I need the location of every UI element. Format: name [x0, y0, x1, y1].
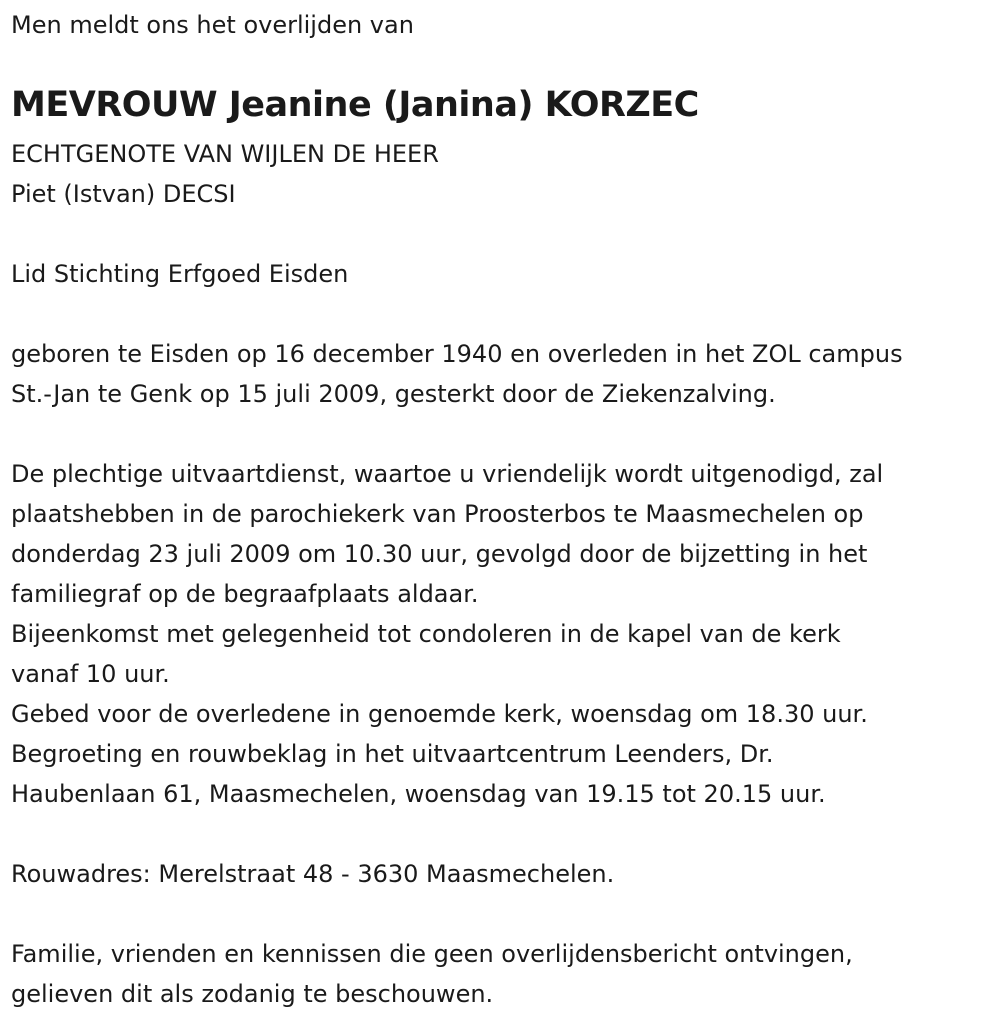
birth-death-line-1: geboren te Eisden op 16 december 1940 en overleden in het ZOL campus — [11, 340, 903, 368]
ceremony-line-7: Gebed voor de overledene in genoemde kerk, woensdag om 18.30 uur. — [11, 700, 868, 728]
mourning-address: Rouwadres: Merelstraat 48 - 3630 Maasmechelen. — [11, 860, 615, 888]
ceremony-line-9: Haubenlaan 61, Maasmechelen, woensdag van 19.15 tot 20.15 uur. — [11, 780, 826, 808]
ceremony-line-4: familiegraf op de begraafplaats aldaar. — [11, 580, 479, 608]
membership-text: Lid Stichting Erfgoed Eisden — [11, 260, 349, 288]
deceased-name: MEVROUW Jeanine (Janina) KORZEC — [11, 85, 699, 125]
ceremony-line-6: vanaf 10 uur. — [11, 660, 170, 688]
closing-line-1: Familie, vrienden en kennissen die geen overlijdensbericht ontvingen, — [11, 940, 853, 968]
spouse-name: Piet (Istvan) DECSI — [11, 180, 236, 208]
closing-line-2: gelieven dit als zodanig te beschouwen. — [11, 980, 494, 1008]
ceremony-line-2: plaatshebben in de parochiekerk van Proosterbos te Maasmechelen op — [11, 500, 864, 528]
ceremony-line-3: donderdag 23 juli 2009 om 10.30 uur, gevolgd door de bijzetting in het — [11, 540, 868, 568]
intro-text: Men meldt ons het overlijden van — [11, 11, 414, 39]
ceremony-line-1: De plechtige uitvaartdienst, waartoe u vriendelijk wordt uitgenodigd, zal — [11, 460, 884, 488]
spouse-title: ECHTGENOTE VAN WIJLEN DE HEER — [11, 140, 439, 168]
ceremony-line-5: Bijeenkomst met gelegenheid tot condoleren in de kapel van de kerk — [11, 620, 841, 648]
birth-death-line-2: St.-Jan te Genk op 15 juli 2009, gesterkt door de Ziekenzalving. — [11, 380, 776, 408]
ceremony-line-8: Begroeting en rouwbeklag in het uitvaartcentrum Leenders, Dr. — [11, 740, 774, 768]
